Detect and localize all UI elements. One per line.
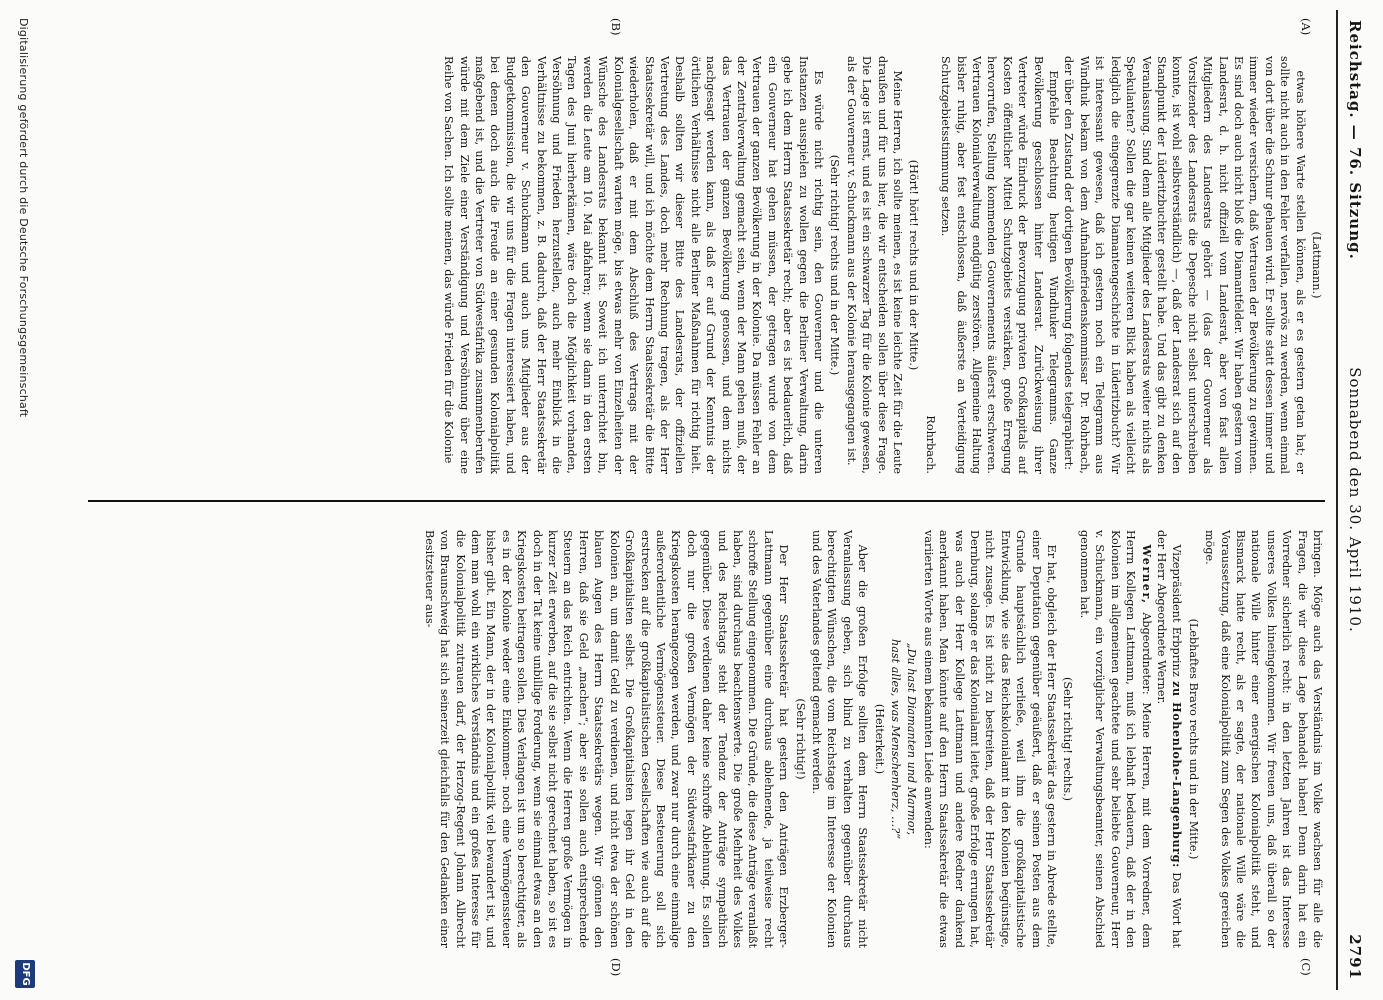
vice-president-text: Das Wort hat der Herr Abgeordnete Werner.	[1154, 530, 1184, 948]
paragraph: etwas höhere Warte stellen können, als er es gestern getan hat; er sollte nicht auch in den Fehler verfallen, nervös zu werden, wenn einmal von dort über die Schnur gehauen wird. Er sollte statt dessen immer und immer wieder versichern, daß Vertrauen der Bevölkerung zu gewinnen. Es sind doch auch nicht bloß die Diamantfelder. Wir haben gestern vom Landesrat, d. h. nicht offiziell vom Landesrat, aber von fast allen Mitgliedern des Landesrats gehört — (das der Gouverneur als Vorsitzender des Landesrats die Depesche nicht selbst unterschreiben konnte, ist wohl selbstverständlich) —, daß der Landesrat sich auf den Standpunkt der Lüderitzbuchter gestellt habe. Und das gibt zu denken Veranlassung. Sind denn alle Mitglieder des Landesrats weiter nichts als Spekulanten? Sollen die gar keinen weiteren Blick haben als vielleicht lediglich die eingegrenzte Diamantengeschichte in Lüderitzbucht? Wir ist interessant gewesen, daß ich gestern noch ein Telegramm aus Windhuk bekam von dem Aufnahmefriedenskommissar Dr. Rohrbach, der über den Zustand der dortigen Bevölkerung folgendes telegraphiert:	[1062, 56, 1307, 474]
telegram-signature: Rohrbach.	[923, 415, 937, 474]
page-footer	[8, 0, 38, 1000]
header-page-number: 2791	[1346, 934, 1364, 980]
margin-mark-a: (A)	[1299, 18, 1313, 36]
header-date: Sonnabend den 30. April 1910.	[1346, 367, 1364, 633]
paragraph: Aber die großen Erfolge sollten dem Herrn Staatssekretär nicht Veranlassung geben, sich blind zu verhalten gegenüber durchaus berechtigten Wünschen, die vom Reichstage im Interesse der Kolonien und des Vaterlandes geltend gemacht werden.	[810, 530, 870, 948]
page-header	[1336, 10, 1368, 990]
speaker-name: Werner,	[1139, 544, 1154, 605]
paragraph: bringen. Möge auch das Verständnis im Volke wachsen für alle die Fragen, die wir diese Lage behandelt haben! Denn darin hat ein Vorredner sicherlich recht: in den letzten Jahren ist das Interesse unseres Volkes hineingekommen. Wir freuen uns, daß überall so der nationale Wille hinter einer energischen Kolonialpolitik steht, und Bismarck hatte recht, als er sagte, der nationale Wille wäre die Voraussetzung, daß eine Kolonialpolitik zum Segen des Volkes gereichen möge.	[1203, 530, 1324, 948]
quote-line: hast alles, was Menschenherz, …?“	[889, 639, 903, 839]
reaction: (Sehr richtig! rechts.)	[1061, 676, 1075, 802]
speaker-tag: (Lattmann.)	[1310, 231, 1323, 299]
paragraph: Es würde nicht richtig sein, den Gouverneur und die unteren Instanzen ausspielen zu wollen gegen die Berliner Verwaltung, darin gebe ich dem Herrn Staatssekretär recht; aber es ist bedauerlich, daß ein Gouverneur hat gehen müssen, der getragen wurde von dem Vertrauen der ganzen Bevölkerung in der Kolonie. Da müssen Fehler an der Zentralverwaltung gemacht sein, wenn der Mann gehen muß, der das Vertrauen der ganzen Bevölkerung genossen, und dem nichts nachgesagt werden kann, als daß er auf Grund der Kenntnis der örtlichen Verhältnisse nicht alle Berliner Maßnahmen für richtig hielt. Deshalb sollten wir dieser Bitte des Landesrats, der offiziellen Vertretung des Landes, doch mehr Rechnung tragen, als der Herr Staatssekretär will, und ich möchte dem Herrn Staatssekretär die Bitte wiederholen, daß er mit dem Abschluß des Vertrags mit der Kolonialgesellschaft warten möge, bis etwas mehr von Einzelheiten der Wünsche des Landesrats bekannt ist. Soweit ich unterrichtet bin, werden die Leute am 10. Mai abfahren; wenn sie dann in den ersten Tagen des Juni hierherkämen, wäre doch die Möglichkeit vorhanden, Versöhnung und Frieden herzustellen, auch mehr Einblick in die Verhältnisse zu bekommen, z. B. dadurch, daß der Herr Staatssekretär den Gouverneur v. Schuckmann und auch uns Mitglieder aus der Budgetkommission, die wir uns für die Fragen interessiert haben, und bei denen doch auch die Freude an einer gesunden Kolonialpolitik maßgebend ist, und die Vertreter von Südwestafrika zusammenberufen würde mit dem Ziele einer Verständigung und Versöhnung über eine Reihe von Sachen. Ich sollte meinen, das würde Frieden für die Kolonie	[442, 56, 825, 474]
dfg-logo-icon: DFG	[15, 960, 35, 988]
digitization-credit: Digitalisierung gefördert durch die Deutsche Forschungsgemeinschaft	[17, 18, 30, 418]
reaction: (Sehr richtig!)	[793, 698, 807, 780]
telegram-text: Empfehle Beachtung heutigen Windhuker Telegramms. Ganze Bevölkerung geschlossen hinter Landesrat. Zurückweisung ihrer Vertreter würde Eindruck der Bevorzugung privaten Großkapitals auf Kosten öffentlicher Mittel Schutzgebiets verstärken, große Erregung hervorrufen, Stellung kommenden Gouvernements äußerst erschweren. Vertrauen Kolonialverwaltung endgültig zerstören. Allgemeine Haltung bisher ruhig, aber fest entschlossen, daß äußerste an Verteidigung Schutzgebietsstimmung setzen.	[939, 56, 1061, 474]
reaction: (Heiterkeit.)	[872, 703, 886, 775]
quote-line: „Du hast Diamanten und Marmor,	[905, 642, 919, 836]
left-column	[88, 56, 1325, 474]
vice-president-name: zu Hohenlohe-Langenburg:	[1170, 681, 1185, 868]
right-column	[88, 530, 1325, 948]
reaction: (Hört! hört! rechts und in der Mitte.)	[907, 159, 921, 371]
paragraph: Er hat, obgleich der Herr Staatssekretär das gestern in Abrede stellte, einer Deputation gegenüber geäußert, daß er seinen Posten aus dem Grunde hauptsächlich verließe, weil ihm die großkapitalistische Entwicklung, wie sie das Reichskolonialamt in den Kolonien begünstige, nicht zusage. Es ist nicht zu bestreiten, daß der Herr Staatssekretär Dernburg, solange er das Kolonialamt leitet, große Erfolge errungen hat, was auch der Herr Kollege Lattmann und andere Redner dankend anerkannt haben. Man könnte auf den Herrn Staatssekretär die etwas variierten Worte aus einem bekannten Liede anwenden:	[921, 530, 1059, 948]
column-divider	[88, 500, 1325, 502]
margin-mark-d: (D)	[609, 958, 623, 977]
margin-mark-b: (B)	[609, 18, 623, 36]
reaction: (Sehr richtig! rechts und in der Mitte.)	[828, 154, 842, 376]
paragraph: Meine Herren, ich sollte meinen, es ist keine leichte Zeit für die Leute draußen und für uns hier, die wir entscheiden sollen über diese Frage. Die Lage ist ernst, und es ist ein schwarzer Tag für die Kolonie gewesen, als der Gouverneur v. Schuckmann aus der Kolonie herausgegangen ist.	[844, 56, 905, 474]
speaker-text: Abgeordneter: Meine Herren, mit dem Vorredner, dem Herrn Kollegen Lattmann, muß ich lebhaft bedauern, daß der in den Kolonien im allgemeinen geachtete und sehr beliebte Gouverneur, Herr v. Schuckmann, ein vorzüglicher Verwaltungsbeamter, seinen Abschied genommen hat.	[1077, 530, 1153, 948]
margin-mark-c: (C)	[1299, 958, 1313, 976]
reaction: (Lebhaftes Bravo rechts und in der Mitte.)	[1186, 618, 1200, 860]
vice-president-label: Vizepräsident Erbprinz	[1170, 544, 1184, 677]
header-publication: Reichstag. — 76. Sitzung.	[1346, 20, 1364, 260]
paragraph: Der Herr Staatssekretär hat gestern den Anträgen Erzberger-Lattmann gegenüber eine durchaus ablehnende, ja teilweise recht schroffe Stellung eingenommen. Die Gründe, die diese Anträge veranlaßt haben, sind durchaus beachtenswerte. Die große Mehrheit des Volkes und des Reichstags steht der Tendenz der Anträge sympathisch gegenüber. Diese verdienen daher keine schroffe Ablehnung. Es sollen doch nur die großen Vermögen der Südwestafrikaner zu den Kriegskosten herangezogen werden, und zwar nur durch eine einmalige außerordentliche Vermögenssteuer. Diese Besteuerung soll sich erstrecken auf die großkapitalistischen Gesellschaften wie auch auf die Großkapitalisten selbst. Die Großkapitalisten legen ihr Geld in den Kolonien an, um damit Geld zu verdienen, und nicht etwa der schönen blauen Augen des Herrn Staatssekretärs wegen. Wir gönnen den Herren, daß sie Geld „machen“; aber sie sollen auch entsprechende Steuern an das Reich entrichten. Wenn die Herren große Vermögen in kurzer Zeit erwerben, auf die sie selbst nicht gerechnet haben, so ist es doch in der Tat keine unbillige Forderung, wenn sie einmal etwas an den Kriegskosten beitragen sollen. Dies Verlangen ist um so berechtigter, als es in der Kolonie weder eine Einkommen- noch eine Vermögenssteuer bisher gibt. Ein Mann, der in der Kolonialpolitik viel bewandert ist, und dem man wohl ein wirkliches Verständnis und ein großes Interesse für die Kolonialpolitik zutrauen darf, der Herzog-Regent Johann Albrecht von Braunschweig hat sich seinerzeit gleichfalls für den Gedanken einer Besitzsteuer aus-	[422, 530, 791, 948]
